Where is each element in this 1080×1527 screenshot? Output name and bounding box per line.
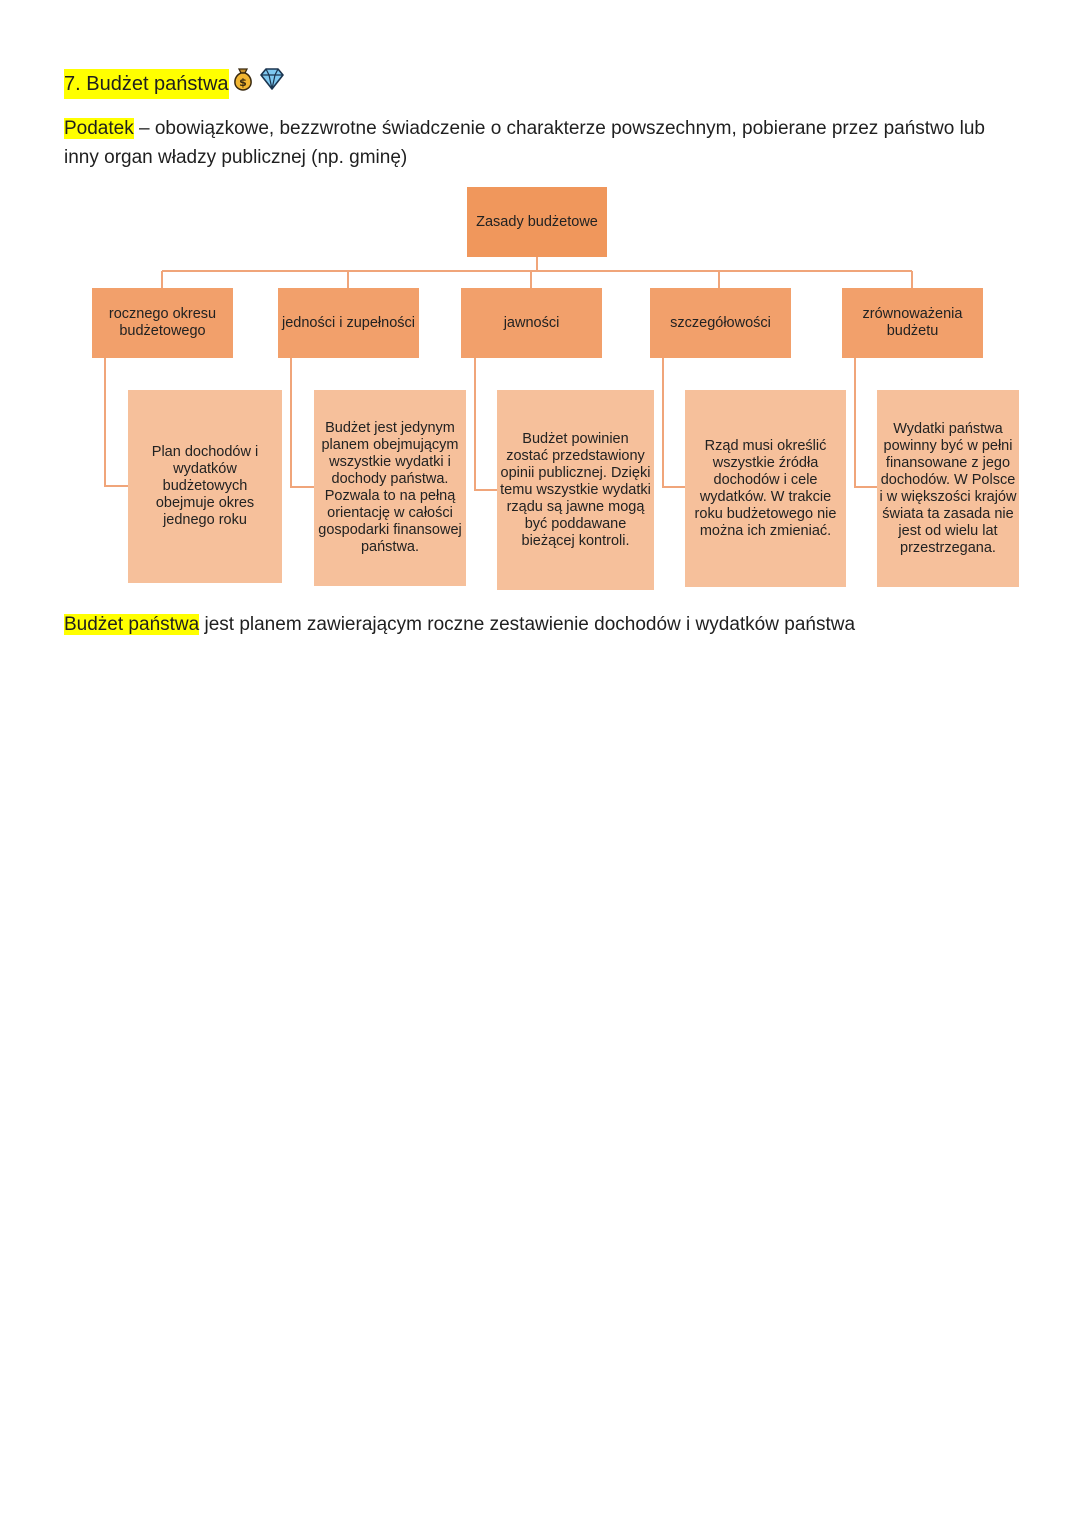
description-box-specificity: Rząd musi określić wszystkie źródła dochodów i cele wydatków. W trakcie roku budżetowego nie można ich zmieniać. xyxy=(685,390,846,587)
principle-box-specificity: szczegółowości xyxy=(650,288,791,358)
tax-definition-text: – obowiązkowe, bezzwrotne świadczenie o charakterze powszechnym, pobierane przez państwo lub inny organ władzy publicznej (np. gminę) xyxy=(64,118,985,168)
svg-text:$: $ xyxy=(238,76,247,89)
budget-term: Budżet państwa xyxy=(64,614,200,635)
budget-definition-text: jest planem zawierającym roczne zestawienie dochodów i wydatków państwa xyxy=(199,614,856,635)
description-box-unity-completeness: Budżet jest jedynym planem obejmującym wszystkie wydatki i dochody państwa. Pozwala to na pełną orientację w całości gospodarki finansowej państwa. xyxy=(314,390,466,586)
budget-definition xyxy=(64,610,1024,639)
tax-term: Podatek xyxy=(64,118,134,139)
description-box-balance: Wydatki państwa powinny być w pełni finansowane z jego dochodów. W Polsce i w większości krajów świata ta zasada nie jest od wielu lat przestrzegana. xyxy=(877,390,1019,587)
diagram-root-box: Zasady budżetowe xyxy=(467,187,607,257)
description-box-transparency: Budżet powinien zostać przedstawiony opinii publicznej. Dzięki temu wszystkie wydatki rządu są jawne mogą być poddawane bieżącej kontroli. xyxy=(497,390,654,590)
principle-box-annual-period: rocznego okresu budżetowego xyxy=(92,288,233,358)
section-title: 7. Budżet państwa xyxy=(64,69,229,99)
principle-box-unity-completeness: jedności i zupełności xyxy=(278,288,419,358)
principle-box-transparency: jawności xyxy=(461,288,602,358)
principle-box-balance: zrównoważenia budżetu xyxy=(842,288,983,358)
description-box-annual-period: Plan dochodów i wydatków budżetowych obejmuje okres jednego roku xyxy=(128,390,282,583)
